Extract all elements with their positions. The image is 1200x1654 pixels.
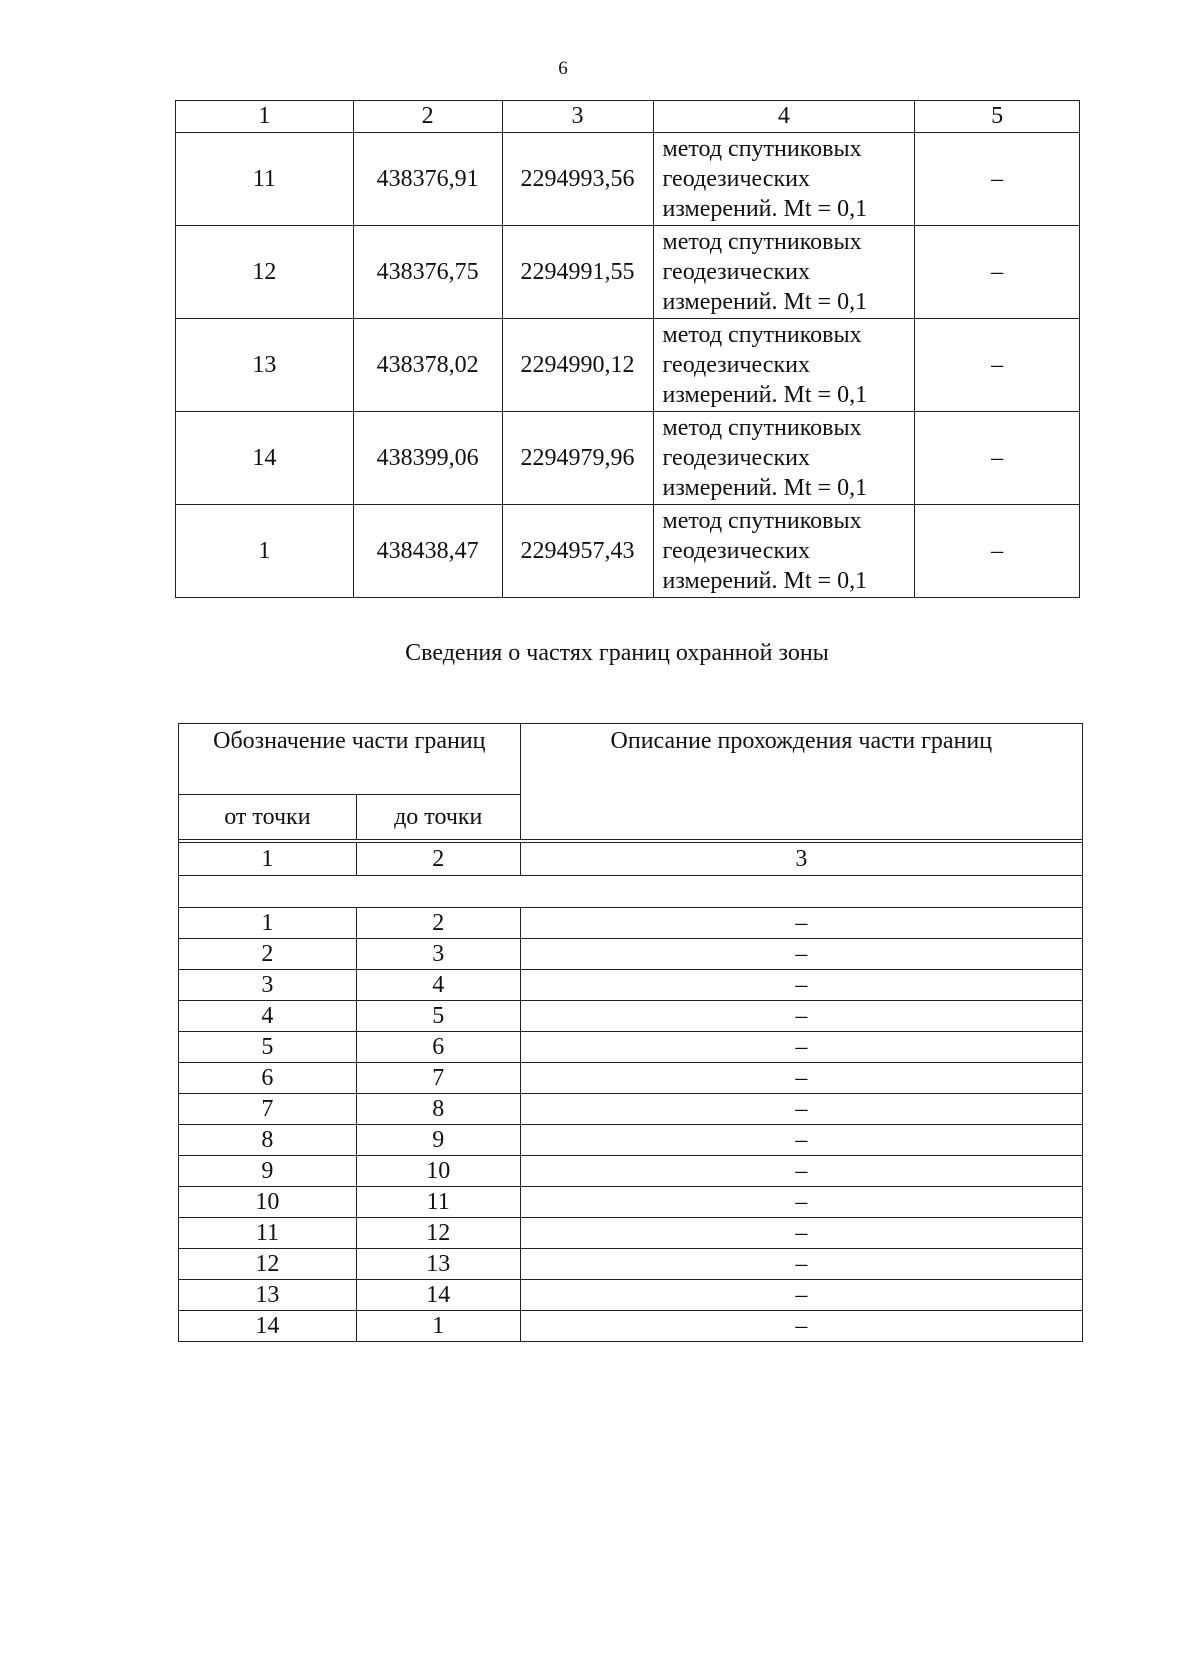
section-title: Сведения о частях границ охранной зоны (405, 640, 829, 666)
from-point-header: от точки (179, 795, 357, 840)
boundary-part-row (179, 1063, 1083, 1094)
to-point-header: до точки (356, 795, 520, 840)
point-number: 12 (176, 226, 354, 319)
from-point: 8 (179, 1125, 357, 1156)
boundary-part-row (179, 970, 1083, 1001)
coordinate-x: 438376,75 (353, 226, 502, 319)
boundary-part-row (179, 1156, 1083, 1187)
parts-number-row (179, 843, 1083, 876)
method-line: геодезических (662, 538, 810, 564)
point-number: 11 (176, 133, 354, 226)
coordinate-y: 2294991,55 (502, 226, 653, 319)
part-description: – (520, 1218, 1082, 1249)
blank-cell (179, 876, 1083, 908)
method-line: измерений. Mt = 0,1 (662, 289, 868, 315)
method-line: метод спутниковых (662, 229, 862, 255)
coordinate-row (176, 319, 1080, 412)
from-point: 14 (179, 1311, 357, 1342)
determination-method (653, 412, 915, 505)
column-number: 4 (653, 101, 915, 133)
point-number: 14 (176, 412, 354, 505)
from-point: 1 (179, 908, 357, 939)
coordinate-row (176, 226, 1080, 319)
from-point: 4 (179, 1001, 357, 1032)
point-number: 13 (176, 319, 354, 412)
part-description: – (520, 1032, 1082, 1063)
boundary-part-row (179, 1311, 1083, 1342)
part-description: – (520, 1094, 1082, 1125)
from-point: 13 (179, 1280, 357, 1311)
from-point: 5 (179, 1032, 357, 1063)
from-point: 2 (179, 939, 357, 970)
method-line: геодезических (662, 166, 810, 192)
column-number: 3 (502, 101, 653, 133)
method-line: метод спутниковых (662, 508, 862, 534)
point-note: – (915, 226, 1080, 319)
method-line: геодезических (662, 259, 810, 285)
determination-method (653, 133, 915, 226)
part-description: – (520, 1249, 1082, 1280)
method-line: геодезических (662, 445, 810, 471)
from-point: 7 (179, 1094, 357, 1125)
from-point: 3 (179, 970, 357, 1001)
from-point: 10 (179, 1187, 357, 1218)
from-point: 9 (179, 1156, 357, 1187)
boundary-parts-table (178, 723, 1083, 1342)
to-point: 3 (356, 939, 520, 970)
to-point: 9 (356, 1125, 520, 1156)
coordinate-x: 438399,06 (353, 412, 502, 505)
boundary-part-row (179, 1125, 1083, 1156)
coordinate-y: 2294957,43 (502, 505, 653, 598)
coordinate-row (176, 133, 1080, 226)
determination-method (653, 505, 915, 598)
coordinate-x: 438376,91 (353, 133, 502, 226)
boundary-part-row (179, 1218, 1083, 1249)
boundary-part-row (179, 1187, 1083, 1218)
point-note: – (915, 133, 1080, 226)
column-number: 2 (356, 843, 520, 876)
part-description: – (520, 1187, 1082, 1218)
method-line: метод спутниковых (662, 136, 862, 162)
coordinate-y: 2294990,12 (502, 319, 653, 412)
from-point: 6 (179, 1063, 357, 1094)
part-description: – (520, 1280, 1082, 1311)
boundary-part-row (179, 908, 1083, 939)
method-line: геодезических (662, 352, 810, 378)
method-line: метод спутниковых (662, 415, 862, 441)
method-line: измерений. Mt = 0,1 (662, 568, 868, 594)
part-description: – (520, 970, 1082, 1001)
page-number: 6 (558, 58, 568, 79)
part-description: – (520, 908, 1082, 939)
boundary-part-row (179, 1001, 1083, 1032)
point-note: – (915, 412, 1080, 505)
to-point: 4 (356, 970, 520, 1001)
part-description-header: Описание прохождения части границ (520, 724, 1082, 840)
coordinate-y: 2294993,56 (502, 133, 653, 226)
coordinate-x: 438438,47 (353, 505, 502, 598)
parts-header-row (179, 724, 1083, 795)
part-description: – (520, 1063, 1082, 1094)
point-number: 1 (176, 505, 354, 598)
coordinate-x: 438378,02 (353, 319, 502, 412)
to-point: 6 (356, 1032, 520, 1063)
boundary-part-row (179, 1032, 1083, 1063)
point-note: – (915, 319, 1080, 412)
to-point: 11 (356, 1187, 520, 1218)
determination-method (653, 226, 915, 319)
boundary-part-row (179, 939, 1083, 970)
to-point: 5 (356, 1001, 520, 1032)
column-number: 2 (353, 101, 502, 133)
coordinates-table (175, 100, 1080, 598)
to-point: 8 (356, 1094, 520, 1125)
part-description: – (520, 1125, 1082, 1156)
part-description: – (520, 939, 1082, 970)
method-line: измерений. Mt = 0,1 (662, 196, 868, 222)
column-number: 1 (176, 101, 354, 133)
method-line: измерений. Mt = 0,1 (662, 475, 868, 501)
part-designation-header: Обозначение части границ (179, 724, 521, 795)
boundary-part-row (179, 1280, 1083, 1311)
coordinate-y: 2294979,96 (502, 412, 653, 505)
to-point: 2 (356, 908, 520, 939)
coordinate-row (176, 412, 1080, 505)
part-description: – (520, 1156, 1082, 1187)
boundary-part-row (179, 1249, 1083, 1280)
to-point: 12 (356, 1218, 520, 1249)
point-note: – (915, 505, 1080, 598)
from-point: 11 (179, 1218, 357, 1249)
to-point: 1 (356, 1311, 520, 1342)
boundary-part-row (179, 1094, 1083, 1125)
column-number: 3 (520, 843, 1082, 876)
blank-row (179, 876, 1083, 908)
method-line: метод спутниковых (662, 322, 862, 348)
determination-method (653, 319, 915, 412)
to-point: 13 (356, 1249, 520, 1280)
column-number: 1 (179, 843, 357, 876)
to-point: 10 (356, 1156, 520, 1187)
to-point: 14 (356, 1280, 520, 1311)
coordinates-header-row (176, 101, 1080, 133)
part-description: – (520, 1001, 1082, 1032)
coordinate-row (176, 505, 1080, 598)
method-line: измерений. Mt = 0,1 (662, 382, 868, 408)
to-point: 7 (356, 1063, 520, 1094)
part-description: – (520, 1311, 1082, 1342)
column-number: 5 (915, 101, 1080, 133)
from-point: 12 (179, 1249, 357, 1280)
